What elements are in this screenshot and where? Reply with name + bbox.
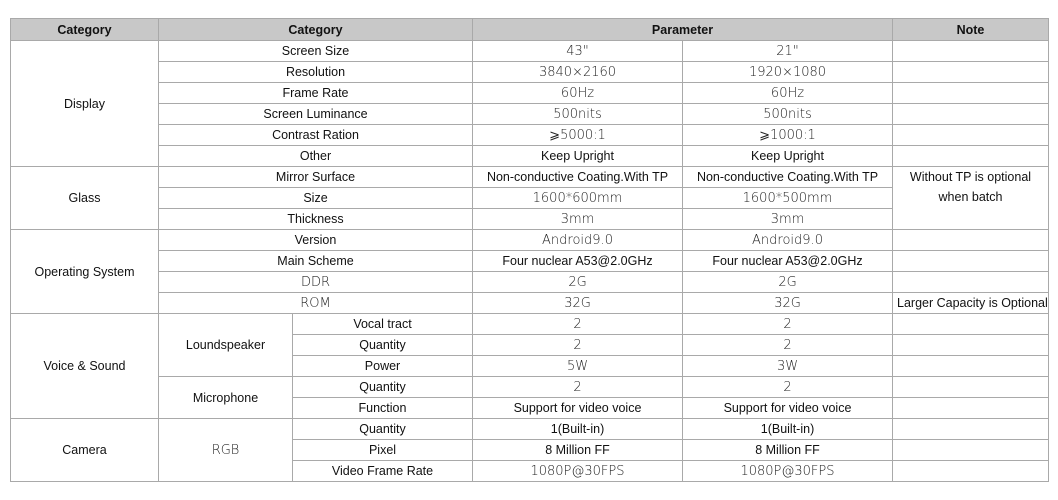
note-cell [893,440,1049,461]
table-row [11,167,1049,188]
row-label: Frame Rate [159,83,473,104]
note-cell [893,83,1049,104]
row-label: Version [159,230,473,251]
table-row [11,125,1049,146]
value-43: 2 [473,377,683,398]
value-43: ⩾5000:1 [473,125,683,146]
note-cell [893,356,1049,377]
value-43: 3mm [473,209,683,230]
header-parameter: Parameter [473,19,893,41]
row-label: DDR [159,272,473,293]
note-cell [893,314,1049,335]
value-43: Support for video voice [473,398,683,419]
table-row [11,41,1049,62]
row-label: Vocal tract [293,314,473,335]
note-cell [893,125,1049,146]
note-cell [893,146,1049,167]
row-label: Video Frame Rate [293,461,473,482]
value-43: 60Hz [473,83,683,104]
table-row [11,230,1049,251]
sub-microphone: Microphone [159,377,293,419]
value-43: 2 [473,314,683,335]
value-21: 1600*500mm [683,188,893,209]
row-label: Quantity [293,335,473,356]
value-21: Keep Upright [683,146,893,167]
value-43: Keep Upright [473,146,683,167]
value-21: 32G [683,293,893,314]
table-row [11,83,1049,104]
row-label: Thickness [159,209,473,230]
note-rom: Larger Capacity is Optional [893,293,1049,314]
row-label: Quantity [293,377,473,398]
note-cell [893,419,1049,440]
row-label: Pixel [293,440,473,461]
value-43: 5W [473,356,683,377]
value-21: 2G [683,272,893,293]
header-note: Note [893,19,1049,41]
value-21: 2 [683,335,893,356]
header-category-2: Category [159,19,473,41]
row-label: Size [159,188,473,209]
group-os: Operating System [11,230,159,314]
table-row [11,293,1049,314]
row-label: Resolution [159,62,473,83]
row-label: Main Scheme [159,251,473,272]
group-voice: Voice & Sound [11,314,159,419]
value-21: Support for video voice [683,398,893,419]
value-43: Android9.0 [473,230,683,251]
value-21: 2 [683,377,893,398]
note-cell [893,62,1049,83]
value-43: 32G [473,293,683,314]
value-43: Four nuclear A53@2.0GHz [473,251,683,272]
note-cell [893,251,1049,272]
value-43: 1(Built-in) [473,419,683,440]
row-label: Mirror Surface [159,167,473,188]
row-label: Function [293,398,473,419]
note-glass-line-2: when batch [938,190,1003,204]
note-cell [893,104,1049,125]
table-row [11,272,1049,293]
note-cell [893,335,1049,356]
value-21: 1080P@30FPS [683,461,893,482]
value-21: Non-conductive Coating.With TP [683,167,893,188]
value-21: Four nuclear A53@2.0GHz [683,251,893,272]
value-43: 1600*600mm [473,188,683,209]
value-43: Non-conductive Coating.With TP [473,167,683,188]
value-21: 1920×1080 [683,62,893,83]
value-43: 43" [473,41,683,62]
value-43: 500nits [473,104,683,125]
value-21: 3mm [683,209,893,230]
table-row [11,314,1049,335]
row-label: ROM [159,293,473,314]
note-cell [893,377,1049,398]
row-label: Screen Size [159,41,473,62]
value-21: 1(Built-in) [683,419,893,440]
value-21: 2 [683,314,893,335]
note-glass [893,167,1049,230]
sub-loudspeaker: Loundspeaker [159,314,293,377]
value-21: 60Hz [683,83,893,104]
value-21: 21" [683,41,893,62]
group-camera: Camera [11,419,159,482]
note-cell [893,41,1049,62]
row-label: Quantity [293,419,473,440]
table-row [11,146,1049,167]
header-row [11,19,1049,41]
spec-table [10,18,1049,482]
table-row [11,377,1049,398]
row-label: Other [159,146,473,167]
note-cell [893,230,1049,251]
group-display: Display [11,41,159,167]
group-glass: Glass [11,167,159,230]
value-21: ⩾1000:1 [683,125,893,146]
note-cell [893,398,1049,419]
header-category-1: Category [11,19,159,41]
table-row [11,251,1049,272]
value-43: 1080P@30FPS [473,461,683,482]
note-cell [893,461,1049,482]
value-43: 2 [473,335,683,356]
value-43: 8 Million FF [473,440,683,461]
note-cell [893,272,1049,293]
value-21: Android9.0 [683,230,893,251]
row-label: Screen Luminance [159,104,473,125]
value-21: 3W [683,356,893,377]
value-43: 2G [473,272,683,293]
row-label: Power [293,356,473,377]
sub-rgb: RGB [159,419,293,482]
table-row [11,419,1049,440]
value-21: 500nits [683,104,893,125]
row-label: Contrast Ration [159,125,473,146]
note-glass-line-1: Without TP is optional [909,170,1032,184]
value-43: 3840×2160 [473,62,683,83]
value-21: 8 Million FF [683,440,893,461]
table-row [11,62,1049,83]
table-row [11,104,1049,125]
